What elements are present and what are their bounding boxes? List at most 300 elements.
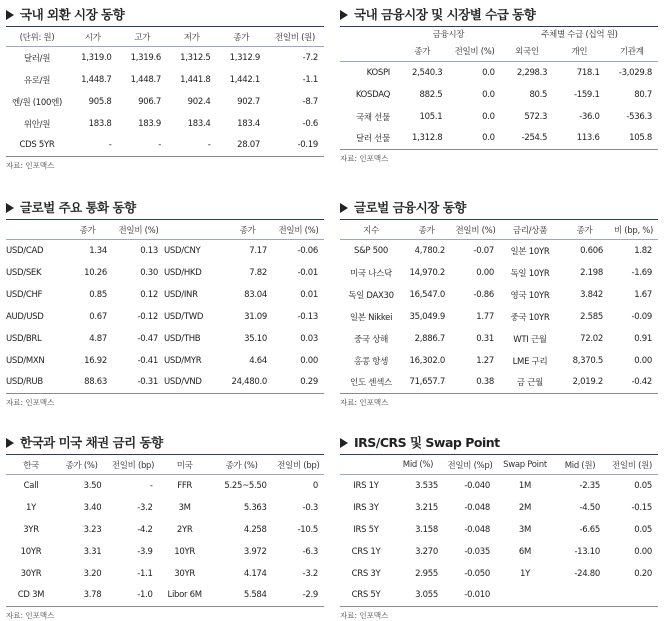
cell-value: 4.64	[249, 355, 267, 366]
cell-value: 83.04	[244, 289, 267, 300]
cell-value: -0.86	[473, 289, 494, 300]
cell-value: -1.0	[137, 590, 153, 601]
cell-value: 1.67	[634, 289, 652, 300]
source-note: 자료: 인포맥스	[340, 398, 389, 407]
table-row	[6, 328, 324, 350]
cell-value: 7.17	[249, 245, 267, 256]
row-label: AUD/USD	[6, 311, 44, 322]
triangle-bullet-icon	[6, 438, 14, 448]
col-header: 종가	[79, 225, 96, 236]
row-label: USD/TWD	[164, 311, 204, 322]
cell-value: 8,370.5	[572, 355, 603, 366]
col-header: 종가	[576, 225, 593, 236]
row-label: 독일 DAX30	[348, 290, 394, 301]
cell-value: 16,547.0	[409, 289, 445, 300]
row-label: 30YR	[174, 568, 196, 579]
cell-value: 3.842	[580, 289, 603, 300]
cell-value: 3.055	[415, 590, 438, 601]
row-label: 인도 센섹스	[350, 378, 392, 389]
col-header: 종가 (%)	[225, 460, 258, 471]
row-label: 중국 10YR	[510, 312, 550, 323]
cell-value: 1,312.5	[180, 52, 211, 63]
col-header: 종가	[418, 225, 435, 236]
table-row	[340, 84, 658, 106]
cell-value: 3.40	[83, 502, 102, 513]
fx-panel	[6, 4, 324, 171]
cell-value: 0.05	[634, 524, 652, 535]
table-row	[340, 106, 658, 128]
cell-value: 902.4	[187, 96, 211, 107]
cell-value: 72.02	[580, 333, 603, 344]
col-header: 전일비 (%)	[278, 225, 319, 236]
cell-value: -4.50	[579, 502, 600, 513]
col-header: 시가	[84, 32, 101, 43]
table-row	[340, 240, 658, 262]
row-label: CRS 3Y	[351, 568, 381, 579]
col-header: 저가	[183, 32, 200, 43]
cell-value: 1.82	[634, 245, 652, 256]
col-header: 전일비 (%)	[455, 225, 496, 236]
currency-panel	[6, 197, 324, 408]
row-label: 1Y	[25, 502, 36, 513]
cell-value: 16.92	[84, 355, 107, 366]
source-note: 자료: 인포맥스	[340, 611, 389, 620]
cell-value: 905.8	[88, 96, 112, 107]
domestic-table	[340, 26, 658, 150]
group-header-market: 금융시장	[432, 30, 465, 41]
table-row	[340, 350, 658, 372]
col-header: 종가	[233, 32, 250, 43]
col-header: 미국	[176, 460, 193, 471]
table-row	[340, 372, 658, 394]
cell-value: 2.955	[415, 568, 438, 579]
col-header	[164, 220, 222, 240]
cell-value: -0.048	[464, 524, 490, 535]
row-label: USD/CNY	[164, 245, 201, 256]
domestic-market-panel	[340, 4, 658, 164]
global-market-panel	[340, 197, 658, 408]
cell-value: -	[207, 140, 211, 151]
cell-value: 1,319.0	[81, 52, 112, 63]
col-header: 종가 (%)	[65, 460, 98, 471]
cell-value: 2.198	[580, 267, 603, 278]
cell-value: -0.048	[464, 502, 490, 513]
row-label: USD/RUB	[6, 377, 43, 388]
cell-value: 0.0	[482, 67, 495, 78]
table-row	[340, 475, 658, 497]
cell-value	[606, 585, 658, 607]
cell-value: 10.26	[84, 267, 107, 278]
cell-value: 0.03	[300, 333, 318, 344]
row-label: CD 3M	[17, 590, 45, 601]
cell-value: 2,540.3	[412, 67, 443, 78]
row-label: USD/CAD	[6, 245, 44, 256]
table-row	[6, 541, 324, 563]
table-row	[340, 306, 658, 328]
table-row	[340, 541, 658, 563]
cell-value: 2,019.2	[572, 377, 603, 388]
col-header: Swap Point	[503, 459, 547, 470]
group-header	[340, 27, 658, 42]
cell-value: 1,319.6	[130, 52, 161, 63]
table-row	[6, 69, 324, 91]
row-label: 위안/원	[23, 119, 51, 130]
cell-value: 1.27	[476, 355, 494, 366]
col-header: 전일비 (원)	[274, 32, 316, 43]
col-header: 한국	[23, 460, 39, 471]
cell-value: 902.7	[237, 96, 260, 107]
row-label: LME 구리	[512, 356, 548, 367]
cell-value: 0.91	[634, 333, 652, 344]
row-label: 달러/원	[23, 53, 51, 64]
row-label: CDS 5YR	[19, 140, 55, 151]
cell-value: 1,448.7	[81, 74, 112, 85]
cell-value: -	[149, 480, 153, 491]
cell-value: 183.9	[138, 118, 161, 129]
cell-value: -0.15	[631, 502, 652, 513]
row-label	[496, 585, 554, 607]
cell-value: -10.5	[297, 524, 318, 535]
row-label: USD/INR	[164, 289, 198, 300]
table-row	[6, 475, 324, 497]
cell-value: -0.050	[464, 568, 490, 579]
table-row	[6, 135, 324, 157]
row-label: 6M	[518, 546, 532, 557]
col-header: 종가	[414, 47, 431, 58]
source-note: 자료: 인포맥스	[6, 398, 55, 407]
row-label: 3M	[178, 502, 191, 513]
cell-value: 1,441.8	[180, 74, 211, 85]
row-label: 영국 10YR	[510, 290, 550, 301]
col-header: 전일비 (%p)	[447, 460, 493, 471]
table-row	[6, 585, 324, 607]
cell-value: -0.31	[137, 377, 158, 388]
cell-value: 0.67	[89, 311, 107, 322]
col-header: 전일비 (%)	[454, 47, 495, 58]
row-label: USD/BRL	[6, 333, 42, 344]
row-label: USD/HKD	[164, 267, 202, 278]
cell-value: 0.12	[140, 289, 158, 300]
cell-value: 0.00	[476, 267, 494, 278]
row-label: 2YR	[176, 524, 193, 535]
table-row	[6, 306, 324, 328]
row-label: WTI 근월	[513, 334, 547, 345]
col-header: 비 (bp, %)	[613, 225, 654, 236]
table-row	[6, 240, 324, 262]
cell-value: 0.606	[580, 245, 603, 256]
cell-value: 1,312.8	[412, 133, 443, 144]
cell-value: -4.2	[137, 524, 153, 535]
cell-value: 4,780.2	[414, 245, 445, 256]
cell-value: 0.0	[482, 111, 495, 122]
cell-value: -0.6	[302, 118, 318, 129]
cell-value: 718.1	[576, 67, 600, 78]
panel-title: 국내 외환 시장 동향	[6, 4, 324, 26]
triangle-bullet-icon	[6, 10, 14, 20]
table-row	[6, 350, 324, 372]
cell-value: 0.00	[634, 546, 652, 557]
cell-value: 1,442.1	[229, 74, 260, 85]
col-header	[6, 220, 62, 240]
cell-value: -6.65	[579, 524, 600, 535]
col-header: 고가	[134, 32, 151, 43]
panel-title: IRS/CRS 및 Swap Point	[340, 432, 658, 454]
cell-value: 0.29	[300, 377, 318, 388]
row-label: USD/SEK	[6, 267, 42, 278]
cell-value: 882.5	[419, 89, 443, 100]
cell-value: 71,657.7	[409, 377, 445, 388]
cell-value: 3.158	[415, 524, 438, 535]
row-label: KOSDAQ	[355, 89, 390, 100]
table-row	[340, 328, 658, 350]
row-label: IRS 3Y	[353, 502, 379, 513]
col-header: 종가	[239, 225, 256, 236]
table-row	[6, 563, 324, 585]
triangle-bullet-icon	[6, 203, 14, 213]
col-header: 기관계	[619, 47, 644, 58]
col-header: 전일비 (bp)	[277, 460, 320, 471]
row-label: 국채 선물	[355, 112, 390, 123]
row-label: 10YR	[174, 546, 196, 557]
row-label: 3YR	[23, 524, 39, 535]
global-table	[340, 219, 658, 394]
cell-value: 0.20	[634, 568, 652, 579]
source-note: 자료: 인포맥스	[6, 611, 55, 620]
cell-value: -1.69	[631, 267, 652, 278]
row-label: 홍콩 항셍	[353, 356, 389, 367]
cell-value: -0.41	[137, 355, 158, 366]
row-label: Libor 6M	[167, 590, 202, 601]
cell-value: -0.12	[137, 311, 158, 322]
cell-value: 7.82	[249, 267, 267, 278]
cell-value: 183.4	[237, 118, 260, 129]
cell-value: 0.30	[140, 267, 158, 278]
cell-value: -36.0	[579, 111, 600, 122]
row-label: 30YR	[20, 568, 42, 579]
row-label: IRS 1Y	[353, 480, 379, 491]
table-row	[6, 519, 324, 541]
cell-value: -7.2	[302, 52, 318, 63]
row-label: 미국 나스닥	[350, 268, 392, 279]
table-header	[340, 220, 658, 240]
col-header: Mid (%)	[402, 459, 434, 470]
row-label: FFR	[177, 480, 193, 491]
cell-value: 2,886.7	[414, 333, 445, 344]
table-row	[340, 563, 658, 585]
row-label: 1Y	[519, 568, 530, 579]
table-row	[340, 519, 658, 541]
cell-value: -0.42	[631, 377, 652, 388]
cell-value: -2.35	[579, 480, 600, 491]
cell-value: -0.47	[137, 333, 158, 344]
triangle-bullet-icon	[340, 10, 348, 20]
table-header	[340, 42, 658, 62]
cell-value: -0.010	[464, 590, 490, 601]
bond-rates-panel	[6, 432, 324, 621]
triangle-bullet-icon	[340, 438, 348, 448]
cell-value: 3.50	[83, 480, 102, 491]
row-label: KOSPI	[366, 67, 390, 78]
row-label: USD/MYR	[164, 355, 202, 366]
cell-value: 0.13	[140, 245, 158, 256]
cell-value: 4.174	[243, 568, 267, 579]
row-label: USD/CHF	[6, 289, 43, 300]
cell-value: 88.63	[84, 377, 107, 388]
cell-value: 35.10	[244, 333, 267, 344]
cell-value: -0.040	[464, 480, 490, 491]
cell-value: -	[158, 140, 161, 151]
cell-value: -24.80	[574, 568, 600, 579]
cell-value: -8.7	[302, 96, 318, 107]
cell-value: 80.7	[634, 89, 652, 100]
cell-value: 1.77	[476, 311, 494, 322]
row-label: CRS 1Y	[351, 546, 381, 557]
cell-value: 906.7	[138, 96, 161, 107]
cell-value: 1,448.7	[130, 74, 161, 85]
panel-title: 글로벌 주요 통화 동향	[6, 197, 324, 219]
cell-value: 0.0	[482, 133, 495, 144]
cell-value: 2.585	[580, 311, 603, 322]
cell-value: 0.31	[476, 333, 494, 344]
col-header: 금리/상품	[512, 225, 548, 236]
col-header: (단위: 원)	[19, 32, 55, 43]
cell-value: 3.20	[83, 568, 102, 579]
cell-value: 5.363	[243, 502, 267, 513]
col-header: 외국인	[515, 47, 539, 58]
cell-value: 1.34	[89, 245, 107, 256]
cell-value: -536.3	[626, 111, 652, 122]
cell-value: 1,312.9	[229, 52, 260, 63]
row-label: 2M	[518, 502, 532, 513]
cell-value: 183.8	[88, 118, 112, 129]
cell-value: -159.1	[573, 89, 600, 100]
cell-value: 0.00	[300, 355, 318, 366]
col-header: 전일비 (원)	[611, 460, 653, 471]
cell-value: -1.1	[137, 568, 153, 579]
fx-table	[6, 26, 324, 157]
table-header	[340, 455, 658, 475]
cell-value: 3.270	[415, 546, 438, 557]
cell-value: -13.10	[574, 546, 600, 557]
panel-title: 한국과 미국 채권 금리 동향	[6, 432, 324, 454]
row-label: 금 근월	[516, 378, 544, 389]
row-label: 일본 10YR	[510, 246, 550, 257]
cell-value: -2.9	[302, 590, 318, 601]
table-row	[340, 497, 658, 519]
table-row	[6, 91, 324, 113]
cell-value: 28.07	[237, 140, 260, 151]
table-row	[6, 497, 324, 519]
cell-value: 3.215	[415, 502, 438, 513]
table-header	[6, 455, 324, 475]
row-label: CRS 5Y	[351, 590, 381, 601]
cell-value: 14,970.2	[409, 267, 445, 278]
row-label: 일본 Nikkei	[349, 312, 393, 323]
group-header-investors: 주체별 수급 (십억 원)	[541, 30, 618, 41]
currency-table	[6, 219, 324, 394]
cell-value: 0.00	[634, 355, 652, 366]
table-row	[340, 262, 658, 284]
col-header: 전일비 (%)	[118, 225, 159, 236]
table-row	[340, 128, 658, 150]
cell-value: 5.25~5.50	[224, 480, 267, 491]
col-header: 지수	[363, 225, 379, 236]
bonds-table	[6, 454, 324, 607]
cell-value: 0.05	[634, 480, 652, 491]
row-label: 3M	[518, 524, 532, 535]
col-header	[340, 42, 396, 62]
row-label: Call	[23, 480, 39, 491]
cell-value: 105.1	[419, 111, 443, 122]
cell-value: 0.38	[476, 377, 494, 388]
table-header	[6, 27, 324, 47]
cell-value: -1.1	[302, 74, 318, 85]
cell-value: 3.31	[83, 546, 102, 557]
table-row	[6, 113, 324, 135]
cell-value	[554, 585, 606, 607]
cell-value: 105.8	[629, 133, 652, 144]
cell-value: -3.2	[302, 568, 318, 579]
row-label: IRS 5Y	[353, 524, 379, 535]
cell-value: -0.06	[297, 245, 318, 256]
col-header	[340, 455, 392, 475]
cell-value: 572.3	[524, 111, 548, 122]
cell-value: 4.87	[89, 333, 107, 344]
cell-value: -3.2	[137, 502, 153, 513]
panel-title: 글로벌 금융시장 동향	[340, 197, 658, 219]
table-row	[6, 372, 324, 394]
cell-value: 0.85	[89, 289, 107, 300]
cell-value: -6.3	[302, 546, 318, 557]
row-label: 유로/원	[23, 75, 51, 86]
col-header: 개인	[571, 47, 588, 58]
cell-value: 3.972	[243, 546, 267, 557]
table-header	[6, 220, 324, 240]
source-note: 자료: 인포맥스	[340, 154, 389, 163]
cell-value: 3.23	[83, 524, 102, 535]
cell-value: -3,029.8	[618, 67, 652, 78]
panel-title: 국내 금융시장 및 시장별 수급 동향	[340, 4, 658, 26]
cell-value: 31.09	[244, 311, 267, 322]
cell-value: -0.3	[302, 502, 318, 513]
table-row	[340, 284, 658, 306]
cell-value: 3.78	[83, 590, 102, 601]
cell-value: 113.6	[576, 133, 600, 144]
cell-value: -0.09	[631, 311, 652, 322]
cell-value: 183.4	[187, 118, 211, 129]
cell-value: 3.535	[415, 480, 438, 491]
cell-value: 0.0	[482, 89, 495, 100]
row-label: USD/VND	[164, 377, 202, 388]
table-row	[6, 262, 324, 284]
cell-value: -	[108, 140, 112, 151]
triangle-bullet-icon	[340, 203, 348, 213]
irs-crs-panel	[340, 432, 658, 621]
row-label: 10YR	[20, 546, 42, 557]
row-label: S&P 500	[354, 245, 388, 256]
table-row	[340, 62, 658, 84]
cell-value: -0.19	[297, 140, 318, 151]
table-row	[340, 585, 658, 607]
row-label: 중국 상해	[353, 334, 389, 345]
cell-value: 2,298.3	[516, 67, 548, 78]
row-label: 달러 선물	[355, 134, 390, 145]
cell-value: -0.035	[464, 546, 490, 557]
col-header: Mid (원)	[564, 460, 596, 471]
row-label: USD/MXN	[6, 355, 45, 366]
cell-value: 24,480.0	[231, 377, 267, 388]
cell-value: 80.5	[529, 89, 548, 100]
